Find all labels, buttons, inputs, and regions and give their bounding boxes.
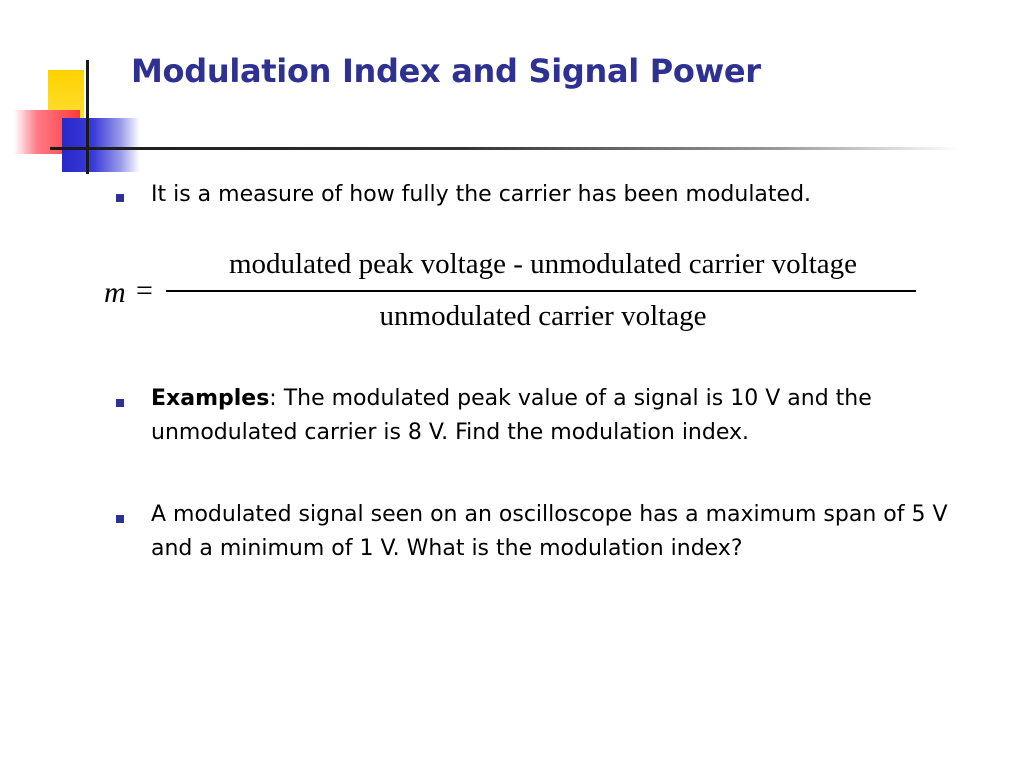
formula-lhs: m (104, 276, 126, 309)
slide-title: Modulation Index and Signal Power (131, 52, 761, 90)
formula-numerator: modulated peak voltage - unmodulated carrier voltage (228, 248, 858, 280)
bullet-marker (116, 399, 124, 407)
example-text: : The modulated peak value of a signal is 10 V and the unmodulated carrier is 8 V. Find the modulation index. (151, 386, 872, 445)
bullet-marker (116, 194, 124, 202)
fraction-bar (166, 290, 916, 292)
title-underline (50, 147, 960, 150)
examples-label: Examples (151, 386, 270, 411)
bullet-marker (116, 515, 124, 523)
bullet-text-definition: It is a measure of how fully the carrier has been modulated. (151, 182, 812, 207)
decorative-vertical-line (86, 60, 89, 174)
bullet-text-oscilloscope: A modulated signal seen on an oscilloscope has a maximum span of 5 V and a minimum of 1 V. What is the modulation index? (151, 502, 948, 561)
formula-equals: = (136, 274, 153, 307)
modulation-index-formula (104, 250, 924, 340)
bullet-text-example (151, 382, 991, 450)
formula-denominator: unmodulated carrier voltage (379, 300, 707, 332)
decorative-blue-block (62, 118, 140, 172)
